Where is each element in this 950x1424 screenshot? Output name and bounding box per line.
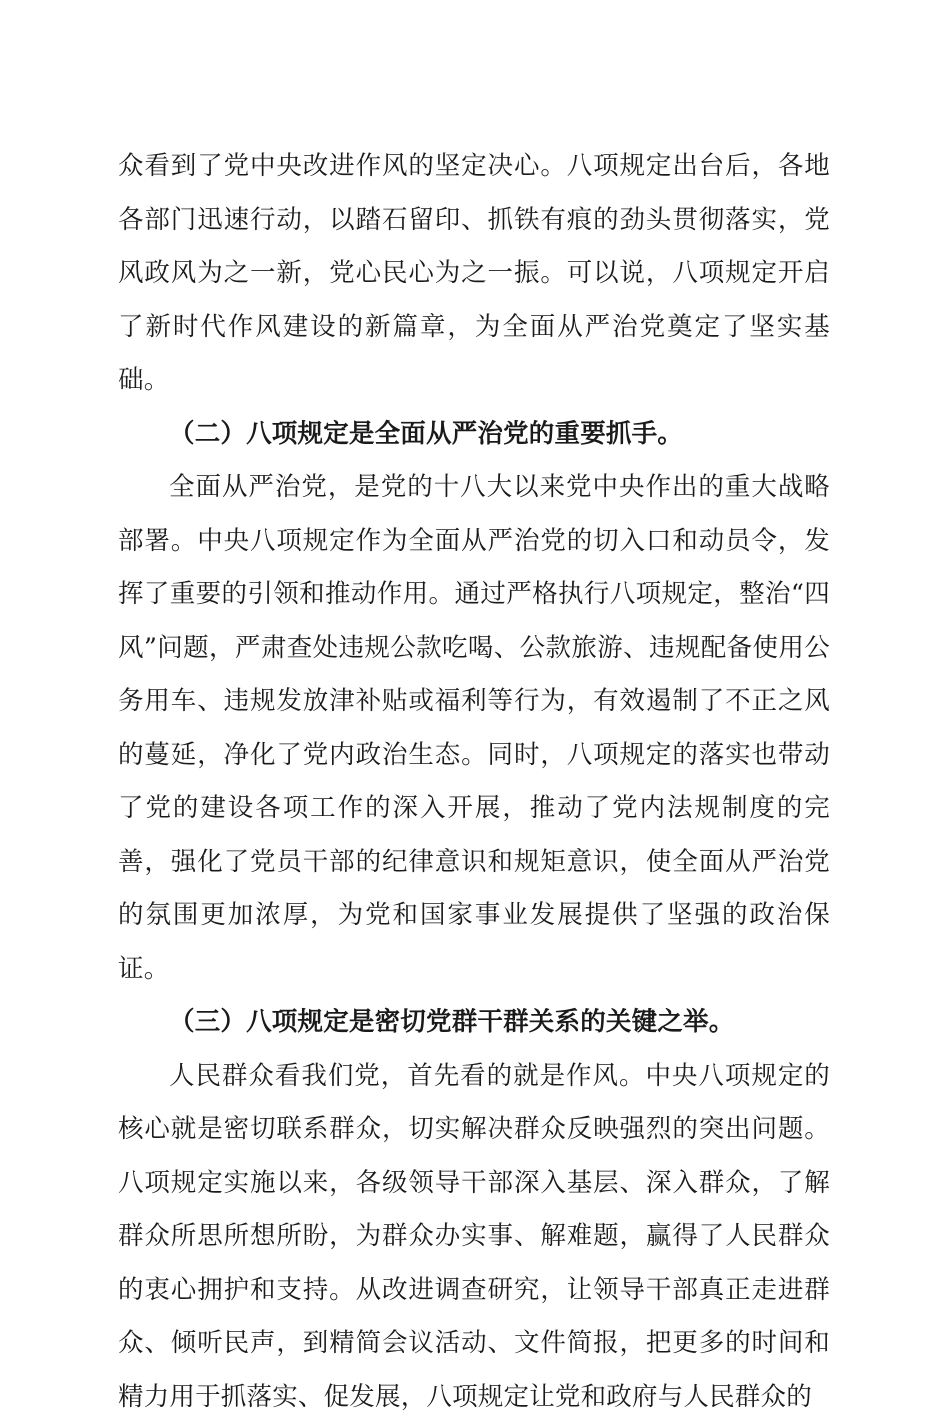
paragraph-continuation: 众看到了党中央改进作风的坚定决心。八项规定出台后，各地各部门迅速行动，以踏石留印、抓铁有痕的劲头贯彻落实，党风政风为之一新，党心民心为之一振。可以说，八项规定开启了新时代作风建设的新篇章，为全面从严治党奠定了坚实基础。 (118, 140, 830, 408)
section-heading-3: （三）八项规定是密切党群干群关系的关键之举。 (118, 996, 830, 1050)
document-body (118, 140, 830, 1424)
paragraph-section-2-body: 全面从严治党，是党的十八大以来党中央作出的重大战略部署。中央八项规定作为全面从严治党的切入口和动员令，发挥了重要的引领和推动作用。通过严格执行八项规定，整治“四风”问题，严肃查处违规公款吃喝、公款旅游、违规配备使用公务用车、违规发放津补贴或福利等行为，有效遏制了不正之风的蔓延，净化了党内政治生态。同时，八项规定的落实也带动了党的建设各项工作的深入开展，推动了党内法规制度的完善，强化了党员干部的纪律意识和规矩意识，使全面从严治党的氛围更加浓厚，为党和国家事业发展提供了坚强的政治保证。 (118, 461, 830, 996)
section-heading-2: （二）八项规定是全面从严治党的重要抓手。 (118, 408, 830, 462)
paragraph-section-3-body: 人民群众看我们党，首先看的就是作风。中央八项规定的核心就是密切联系群众，切实解决群众反映强烈的突出问题。八项规定实施以来，各级领导干部深入基层、深入群众，了解群众所思所想所盼，为群众办实事、解难题，赢得了人民群众的衷心拥护和支持。从改进调查研究，让领导干部真正走进群众、倾听民声，到精简会议活动、文件简报，把更多的时间和精力用于抓落实、促发展，八项规定让党和政府与人民群众的 (118, 1050, 830, 1424)
